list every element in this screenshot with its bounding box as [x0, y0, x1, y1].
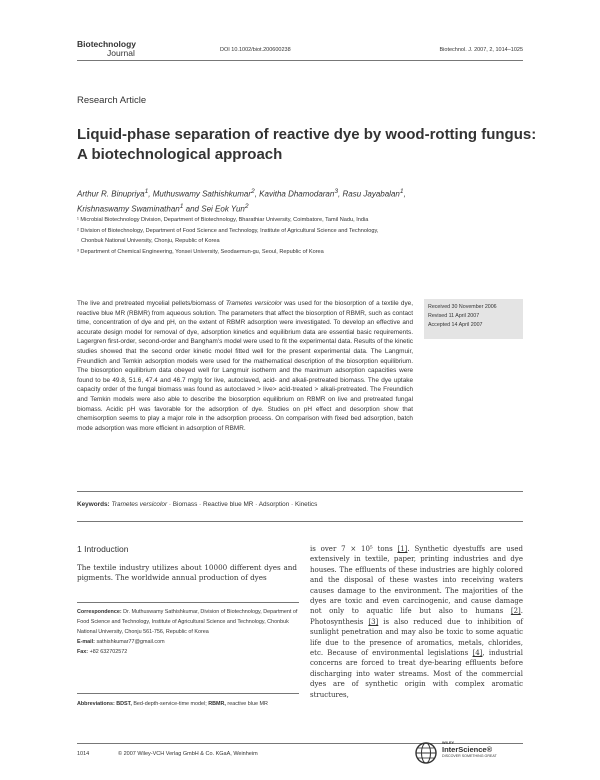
article-title: [77, 125, 537, 164]
abbreviations-divider: [77, 693, 299, 694]
affiliations: [77, 215, 507, 257]
header-divider: [77, 60, 523, 61]
logo-sub-text: DISCOVER SOMETHING GREAT: [442, 754, 497, 758]
keywords-divider-top: [77, 491, 523, 492]
affiliation-3: ³ Department of Chemical Engineering, Yonsei University, Seodaemun-gu, Seoul, Republic of Korea: [77, 248, 324, 255]
citation-link[interactable]: [2]: [510, 607, 521, 616]
intro-right-text: [310, 544, 523, 700]
page-number: 1014: [77, 751, 90, 757]
journal-logo: [77, 40, 136, 57]
abstract-text-1: The live and pretreated mycelial pellets/biomass of: [77, 300, 224, 307]
journal-citation: Biotechnol. J. 2007, 2, 1014–1025: [439, 47, 523, 53]
journal-logo-line2: Journal: [107, 47, 135, 58]
title-line-1: Liquid-phase separation of reactive dye by wood-rotting fungus:: [77, 126, 537, 143]
author: Muthuswamy Sathishkumar: [152, 189, 252, 199]
date-received: Received 30 November 2006: [428, 304, 497, 310]
fax-value: +82 632702572: [89, 649, 128, 655]
citation-link[interactable]: [4]: [472, 649, 483, 658]
abstract: [77, 299, 413, 433]
abbreviations: [77, 699, 299, 709]
affiliation-2b: Chonbuk National University, Chonju, Republic of Korea: [81, 238, 220, 244]
author-affil: 2: [244, 203, 249, 211]
intro-left-text: The textile industry utilizes about 10000 different dyes and pigments. The worldwide annual production of dyes: [77, 563, 297, 582]
author: Arthur R. Binupriya: [77, 189, 145, 199]
correspondence-text: Dr. Muthuswamy Sathishkumar, Division of Biotechnology, Department of Food Science and Technology, Institute of Agricultural Science and Technology, Chonbuk National University, Chonju 561-756, Republic of Korea: [77, 609, 298, 635]
intro-text: . Synthetic dyestuffs are used extensively in textile, paper, printing industries and dye houses. The effluents of these industries are highly colored and the disposal of these wastes into receiving waters causes damage to the environment. The majorities of the dyes are toxic and even carcinogenic, and cause damage not only to aquatic life but also to humans: [310, 545, 524, 616]
keywords-divider-bottom: [77, 521, 523, 522]
affiliation-2a: ² Division of Biotechnology, Department of Food Science and Technology, Institute of Agricultural Science and Technology,: [77, 227, 379, 234]
author-affil: 3: [334, 188, 339, 195]
author-affil: 1: [144, 188, 149, 195]
doi: DOI 10.1002/biot.200600238: [220, 47, 291, 53]
article-dates-box: [424, 299, 523, 339]
abbr-term: BDST,: [116, 701, 132, 707]
date-revised: Revised 11 April 2007: [428, 313, 480, 319]
keywords-rest: · Biomass · Reactive blue MR · Adsorption · Kinetics: [167, 501, 318, 508]
author: Kavitha Dhamodaran: [259, 189, 335, 199]
globe-icon: [414, 741, 438, 765]
author: Rasu Jayabalan: [342, 189, 400, 199]
copyright: © 2007 Wiley-VCH Verlag GmbH & Co. KGaA, Weinheim: [118, 751, 258, 757]
title-line-2: A biotechnological approach: [77, 145, 283, 163]
abbr-def: Bed-depth-service-time model;: [133, 701, 207, 707]
date-accepted: Accepted 14 April 2007: [428, 322, 483, 328]
article-type: Research Article: [77, 95, 147, 106]
correspondence: [77, 607, 299, 657]
section-heading: 1 Introduction: [77, 544, 129, 554]
citation-link[interactable]: [3]: [368, 617, 379, 626]
email-label: E-mail:: [77, 639, 95, 645]
citation-link[interactable]: [1]: [397, 545, 408, 553]
wiley-interscience-logo: [412, 741, 522, 767]
abbreviations-label: Abbreviations:: [77, 701, 115, 707]
email-value[interactable]: sathishkumar77@gmail.com: [96, 639, 165, 645]
author-affil: 1: [399, 188, 404, 195]
footnote-divider: [77, 602, 299, 603]
logo-small-text: WILEY: [442, 741, 455, 745]
author: Krishnaswamy Swaminathan: [77, 204, 180, 214]
intro-text: is also reduced due to inhibition of sunlight penetration and may also be toxic to some aquatic life due to the presence of aromatics, metals, chlorides, etc. Because of environmental legislations: [310, 617, 524, 658]
keywords-label: Keywords:: [77, 501, 110, 508]
affiliation-1: ¹ Microbial Biotechnology Division, Department of Biotechnology, Bharathiar University, Coimbatore, Tamil Nadu, India: [77, 217, 369, 223]
author-and: and: [185, 204, 200, 214]
author: Sei Eok Yun: [201, 204, 245, 214]
keyword-species: Trametes versicolor: [111, 501, 168, 508]
author-affil: 1: [179, 203, 184, 211]
author-list: Arthur R. Binupriya$^1$, Muthuswamy Sathishkumar$^2$, Kavitha Dhamodaran$^3$, Rasu Jayabalan$^1$, Krishnaswamy Swaminathan$^1$ and Sei Eok Yun$^2$: [77, 188, 406, 214]
correspondence-label: Correspondence:: [77, 609, 122, 615]
intro-text: , industrial concerns are forced to treat dye-bearing effluents before discharging into water streams. Most of the commercial dyes are of synthetic origin with complex aromatic structures,: [310, 649, 523, 699]
abbr-term: RBMR,: [208, 701, 226, 707]
logo-brand-text: InterScience®: [442, 745, 493, 754]
intro-text: . Photosynthesis: [310, 607, 523, 626]
abstract-species: Trametes versicolor: [225, 300, 282, 307]
abstract-text-2: was used for the biosorption of a textile dye, reactive blue MR (RBMR) from aqueous solution. The parameters that affect the biosorption of RBMR, such as contact time, concentration of dye and pH, on the extent of RBMR adsorption were investigated. To develop an effective and accurate design model for removal of dye, adsorption kinetics and equilibrium data are essential basic requirements. Lagergren first-order, second-order and Bangham’s model were used to fit the experimental data. Results of the kinetic studies showed that the second order kinetic model fitted well for the present experimental data. The Langmuir, Freundlich and Temkin adsorption models were used for the mathematical description of the biosorption equilibrium. The biosorption equilibrium data obeyed well for Langmuir isotherm and the maximum adsorption capacities were found to be 49.8, 51.6, 47.4 and 46.7 mg/g for live, autoclaved, acid- and alkali-pretreated biomass. The dye uptake capacity order of the fungal biomass was found as autoclaved > live> acid-treated > alkali-pretreated. The Freundlich and Temkin models were also able to describe the biosorption equilibrium on RBMR on live and pretreated fungal biomass. Acidic pH was favorable for the adsorption of dye. Studies on pH effect and desorption show that chemisorption seems to play a major role in the adsorption process. On comparison with fixed bed adsorption, batch mode adsorption was more efficient in adsorption of RBMR.: [77, 300, 413, 432]
fax-label: Fax:: [77, 649, 89, 655]
author-affil: 2: [251, 188, 255, 195]
abbr-def: reactive blue MR: [227, 701, 268, 707]
intro-text: is over 7 × 10⁵ tons: [310, 545, 393, 553]
journal-logo-line1: Biotechnology: [77, 39, 137, 49]
keywords: [77, 501, 523, 508]
